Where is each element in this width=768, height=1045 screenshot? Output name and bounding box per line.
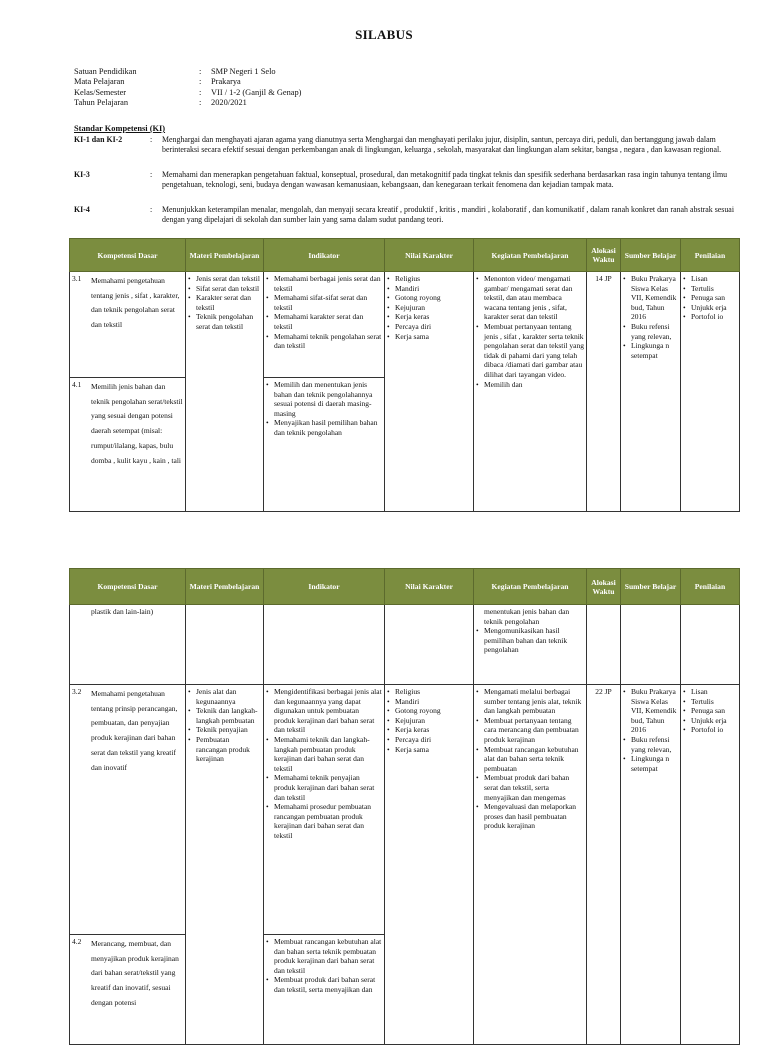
list-item: • Menonton video/ mengamati gambar/ mengamati serat dan tekstil, dan atau membaca wacana tentang jenis , sifat, karakter serat dan tekstil bbox=[476, 274, 584, 322]
ki-label: KI-1 dan KI-2 bbox=[74, 135, 123, 144]
list-item: • Memahami karakter serat dan tekstil bbox=[266, 312, 382, 331]
list-item: • Memahami sifat-sifat serat dan tekstil bbox=[266, 293, 382, 312]
list-item: • Membuat produk dari bahan serat dan tekstil, serta menyajikan dan mengemas bbox=[476, 773, 584, 802]
kd-number: 4.1 bbox=[72, 380, 82, 389]
list-item: • Religius bbox=[387, 687, 471, 697]
list-item: • Mengomunikasikan hasil pemilihan bahan dan teknik pengolahan bbox=[476, 626, 584, 655]
standar-kompetensi-heading: Standar Kompetensi (KI) bbox=[74, 124, 166, 133]
list-item: • Memahami teknik penyajian produk kerajinan dari bahan serat dan tekstil bbox=[266, 773, 382, 802]
info-label: Tahun Pelajaran bbox=[74, 98, 129, 108]
list-item: • Percaya diri bbox=[387, 735, 471, 745]
list-item: • Gotong royong bbox=[387, 293, 471, 303]
sumber-cell bbox=[621, 685, 681, 1045]
list-item: • Kerja keras bbox=[387, 312, 471, 322]
kd-cell bbox=[70, 685, 186, 935]
ki-text: Menunjukkan keterampilan menalar, mengolah, dan menyaji secara kreatif , produktif , kritis , mandiri , kolaboratif , dan komunikatif , dalam ranah konkret dan ranah abstrak sesuai dengan yang dipelajari di sekolah dan sumber lain yang sama dalam sudut pandang teori. bbox=[162, 205, 735, 224]
ki-label: KI-4 bbox=[74, 205, 90, 214]
header-indikator: Indikator bbox=[264, 569, 385, 605]
list-item: • Buku Prakarya Siswa Kelas VII, Kemendik bud, Tahun 2016 bbox=[623, 274, 678, 322]
list-item: • Kerja sama bbox=[387, 332, 471, 342]
list-item: • Membuat pertanyaan tentang jenis , sifat , karakter serta teknik pengolahan serat dan tekstil yang tidak di pahami dari yang telah dibaca /diamati dari gambar atau dilihat dari tayangan video. bbox=[476, 322, 584, 380]
list-item: • Unjukk erja bbox=[683, 303, 737, 313]
sumber-cell bbox=[621, 605, 681, 685]
list-item: • Portofol io bbox=[683, 725, 737, 735]
kd-number: 3.2 bbox=[72, 687, 82, 696]
kd-text: Memahami pengetahuan tentang prinsip perancangan, pembuatan, dan penyajian produk kerajinan dari bahan serat dan tekstil yang kreatif dan inovatif bbox=[91, 689, 178, 772]
kd-cell bbox=[70, 935, 186, 1045]
header-penilaian: Penilaian bbox=[681, 569, 740, 605]
list-item: • Jenis serat dan tekstil bbox=[188, 274, 261, 284]
list-item: • Mengevaluasi dan melaporkan proses dan hasil pembuatan produk kerajinan bbox=[476, 802, 584, 831]
info-value: 2020/2021 bbox=[211, 98, 247, 108]
header-nilai-karakter: Nilai Karakter bbox=[385, 239, 474, 272]
info-value: VII / 1-2 (Ganjil & Genap) bbox=[211, 87, 302, 97]
list-item: • Lingkunga n setempat bbox=[623, 754, 678, 773]
list-item: • Memahami teknik dan langkah- langkah pembuatan produk kerajinan dari bahan serat dan tekstil bbox=[266, 735, 382, 773]
list-item: • Membuat produk dari bahan serat dan tekstil, serta menyajikan dan bbox=[266, 975, 382, 994]
header-penilaian: Penilaian bbox=[681, 239, 740, 272]
list-item: • Tertulis bbox=[683, 284, 737, 294]
list-item: • Teknik penyajian bbox=[188, 725, 261, 735]
ki-text: Menghargai dan menghayati ajaran agama yang dianutnya serta Menghargai dan menghayati perilaku jujur, disiplin, santun, percaya diri, peduli, dan bertanggung jawab dalam berinteraksi secara efektif sesuai dengan perkembangan anak di lingkungan, keluarga , sekolah, masyarakat dan lingkungan alam sekitar, bangsa , negara , dan kawasan regional. bbox=[162, 135, 722, 154]
header-kegiatan: Kegiatan Pembelajaran bbox=[474, 569, 587, 605]
header-nilai-karakter: Nilai Karakter bbox=[385, 569, 474, 605]
alokasi-cell: 22 JP bbox=[587, 685, 621, 1045]
materi-cell bbox=[186, 685, 264, 1045]
ki-label: KI-3 bbox=[74, 170, 90, 179]
alokasi-cell bbox=[587, 605, 621, 685]
list-item: • Membuat rancangan kebutuhan alat dan bahan serta teknik pembuatan produk kerajinan dari bahan serat dan tekstil bbox=[266, 937, 382, 975]
info-value: SMP Negeri 1 Selo bbox=[211, 67, 276, 76]
kd-number: 3.1 bbox=[72, 274, 82, 283]
list-item: • Buku refensi yang relevan, bbox=[623, 322, 678, 341]
list-item: • Jenis alat dan kegunaannya bbox=[188, 687, 261, 706]
info-label: Satuan Pendidikan bbox=[74, 67, 137, 76]
ki-row: KI-4 : Menunjukkan keterampilan menalar, mengolah, dan menyaji secara kreatif , produktif , kritis , mandiri , kolaboratif , dan komunikatif , dalam ranah konkret dan ranah abstrak sesuai dengan yang dipelajari di sekolah dan sumber lain yang sama dalam sudut pandang teori. bbox=[74, 205, 746, 225]
kd-number: 4.2 bbox=[72, 937, 82, 946]
list-item: • Memahami teknik pengolahan serat dan tekstil bbox=[266, 332, 382, 351]
penilaian-cell bbox=[681, 605, 740, 685]
header-sumber: Sumber Belajar bbox=[621, 569, 681, 605]
penilaian-cell bbox=[681, 272, 740, 512]
nilai-karakter-cell bbox=[385, 605, 474, 685]
list-item: • Unjukk erja bbox=[683, 716, 737, 726]
header-alokasi: Alokasi Waktu bbox=[587, 239, 621, 272]
info-value: Prakarya bbox=[211, 77, 241, 87]
list-item: • Memilih dan bbox=[476, 380, 584, 390]
list-item: • Percaya diri bbox=[387, 322, 471, 332]
list-item: • Mengamati melalui berbagai sumber tentang jenis alat, teknik dan langkah pembuatan bbox=[476, 687, 584, 716]
ki-text: Memahami dan menerapkan pengetahuan faktual, konseptual, prosedural, dan metakognitif pada tingkat teknis dan spesifik sederhana berdasarkan rasa ingin tahunya tentang ilmu pengetahuan, teknologi, seni, budaya dengan wawasan kemanusiaan, kebangsaan, dan kenegaraan terkait fenomena dan kejadian tampak mata. bbox=[162, 170, 728, 189]
kd-cell bbox=[70, 605, 186, 685]
kd-text: Merancang, membuat, dan menyajikan produk kerajinan dari bahan serat/tekstil yang kreatif dan inovatif, sesuai dengan potensi bbox=[91, 939, 179, 1007]
list-item: • Pembuatan rancangan produk kerajinan bbox=[188, 735, 261, 764]
kegiatan-cell bbox=[474, 685, 587, 1045]
list-item: • Mandiri bbox=[387, 284, 471, 294]
list-item: • Teknik pengolahan serat dan tekstil bbox=[188, 312, 261, 331]
list-item: • Lingkunga n setempat bbox=[623, 341, 678, 360]
header-indikator: Indikator bbox=[264, 239, 385, 272]
list-item: • Membuat rancangan kebutuhan alat dan bahan serta teknik pembuatan bbox=[476, 745, 584, 774]
list-item: • Teknik dan langkah-langkah pembuatan bbox=[188, 706, 261, 725]
list-item: • Memilih dan menentukan jenis bahan dan teknik pengolahannya sesuai potensi di daerah masing-masing bbox=[266, 380, 382, 418]
document-title: SILABUS bbox=[355, 27, 413, 42]
list-item: • Karakter serat dan tekstil bbox=[188, 293, 261, 312]
kd-text: Memahami pengetahuan tentang jenis , sifat , karakter, dan teknik pengolahan serat dan tekstil bbox=[91, 276, 180, 330]
kegiatan-cell bbox=[474, 605, 587, 685]
indikator-cell bbox=[264, 272, 385, 378]
sumber-cell bbox=[621, 272, 681, 512]
info-label: Kelas/Semester bbox=[74, 87, 127, 97]
indikator-cell bbox=[264, 378, 385, 512]
header-kompetensi-dasar: Kompetensi Dasar bbox=[70, 239, 186, 272]
list-item: • Kerja keras bbox=[387, 725, 471, 735]
kd-cell bbox=[70, 378, 186, 512]
header-kegiatan: Kegiatan Pembelajaran bbox=[474, 239, 587, 272]
list-item: • Mandiri bbox=[387, 697, 471, 707]
info-label: Mata Pelajaran bbox=[74, 77, 125, 87]
nilai-karakter-cell bbox=[385, 272, 474, 512]
header-kompetensi-dasar: Kompetensi Dasar bbox=[70, 569, 186, 605]
ki-row: KI-1 dan KI-2 : Menghargai dan menghayati ajaran agama yang dianutnya serta Menghargai dan menghayati perilaku jujur, disiplin, santun, percaya diri, peduli, dan bertanggung jawab dalam berinteraksi secara efektif sesuai dengan perkembangan anak di lingkungan, keluarga , sekolah, masyarakat dan lingkungan alam sekitar, bangsa , negara , dan kawasan regional. bbox=[74, 135, 746, 155]
school-info: Satuan Pendidikan : SMP Negeri 1 Selo Mata Pelajaran : Prakarya Kelas/Semester : VII / 1-2 (Ganjil & Genap) Tahun Pelajaran : 2020/2021 bbox=[74, 67, 302, 108]
list-item: • Portofol io bbox=[683, 312, 737, 322]
alokasi-cell: 14 JP bbox=[587, 272, 621, 512]
header-materi: Materi Pembelajaran bbox=[186, 239, 264, 272]
materi-cell bbox=[186, 272, 264, 512]
list-item: • Penuga san bbox=[683, 293, 737, 303]
indikator-cell bbox=[264, 685, 385, 935]
list-item: • Tertulis bbox=[683, 697, 737, 707]
list-item: • Menyajikan hasil pemilihan bahan dan teknik pengolahan bbox=[266, 418, 382, 437]
list-item: • Religius bbox=[387, 274, 471, 284]
kegiatan-cell bbox=[474, 272, 587, 512]
ki-row: KI-3 : Memahami dan menerapkan pengetahuan faktual, konseptual, prosedural, dan metakognitif pada tingkat teknis dan spesifik sederhana berdasarkan rasa ingin tahunya tentang ilmu pengetahuan, teknologi, seni, budaya dengan wawasan kemanusiaan, kebangsaan, dan kenegaraan terkait fenomena dan kejadian tampak mata. bbox=[74, 170, 746, 190]
list-item: • Memahami berbagai jenis serat dan tekstil bbox=[266, 274, 382, 293]
penilaian-cell bbox=[681, 685, 740, 1045]
list-item: • Kerja sama bbox=[387, 745, 471, 755]
list-item: • Memahami prosedur pembuatan rancangan pembuatan produk kerajinan dari bahan serat dan tekstil bbox=[266, 802, 382, 840]
kegiatan-continued: menentukan jenis bahan dan teknik pengolahan bbox=[484, 607, 570, 626]
kd-text: plastik dan lain-lain) bbox=[91, 607, 154, 616]
list-item: • Kejujuran bbox=[387, 303, 471, 313]
header-alokasi: Alokasi Waktu bbox=[587, 569, 621, 605]
list-item: • Sifat serat dan tekstil bbox=[188, 284, 261, 294]
list-item: • Lisan bbox=[683, 687, 737, 697]
materi-cell bbox=[186, 605, 264, 685]
kd-cell bbox=[70, 272, 186, 378]
indikator-cell bbox=[264, 605, 385, 685]
silabus-table-2 bbox=[69, 568, 740, 1045]
list-item: • Penuga san bbox=[683, 706, 737, 716]
list-item: • Buku refensi yang relevan, bbox=[623, 735, 678, 754]
list-item: • Gotong royong bbox=[387, 706, 471, 716]
silabus-table-1 bbox=[69, 238, 740, 512]
header-sumber: Sumber Belajar bbox=[621, 239, 681, 272]
indikator-cell bbox=[264, 935, 385, 1045]
list-item: • Mengidentifikasi berbagai jenis alat dan kegunaannya yang dapat digunakan untuk pembuatan produk kerajinan dari bahan serat dan tekstil bbox=[266, 687, 382, 735]
list-item: • Lisan bbox=[683, 274, 737, 284]
kd-text: Memilih jenis bahan dan teknik pengolahan serat/tekstil yang sesuai dengan potensi daerah setempat (misal: rumput/ilalang, kapas, bulu domba , kulit kayu , kain , tali bbox=[91, 382, 183, 465]
list-item: • Membuat pertanyaan tentang cara merancang dan pembuatan produk kerajinan bbox=[476, 716, 584, 745]
list-item: • Buku Prakarya Siswa Kelas VII, Kemendik bud, Tahun 2016 bbox=[623, 687, 678, 735]
header-materi: Materi Pembelajaran bbox=[186, 569, 264, 605]
list-item: • Kejujuran bbox=[387, 716, 471, 726]
nilai-karakter-cell bbox=[385, 685, 474, 1045]
